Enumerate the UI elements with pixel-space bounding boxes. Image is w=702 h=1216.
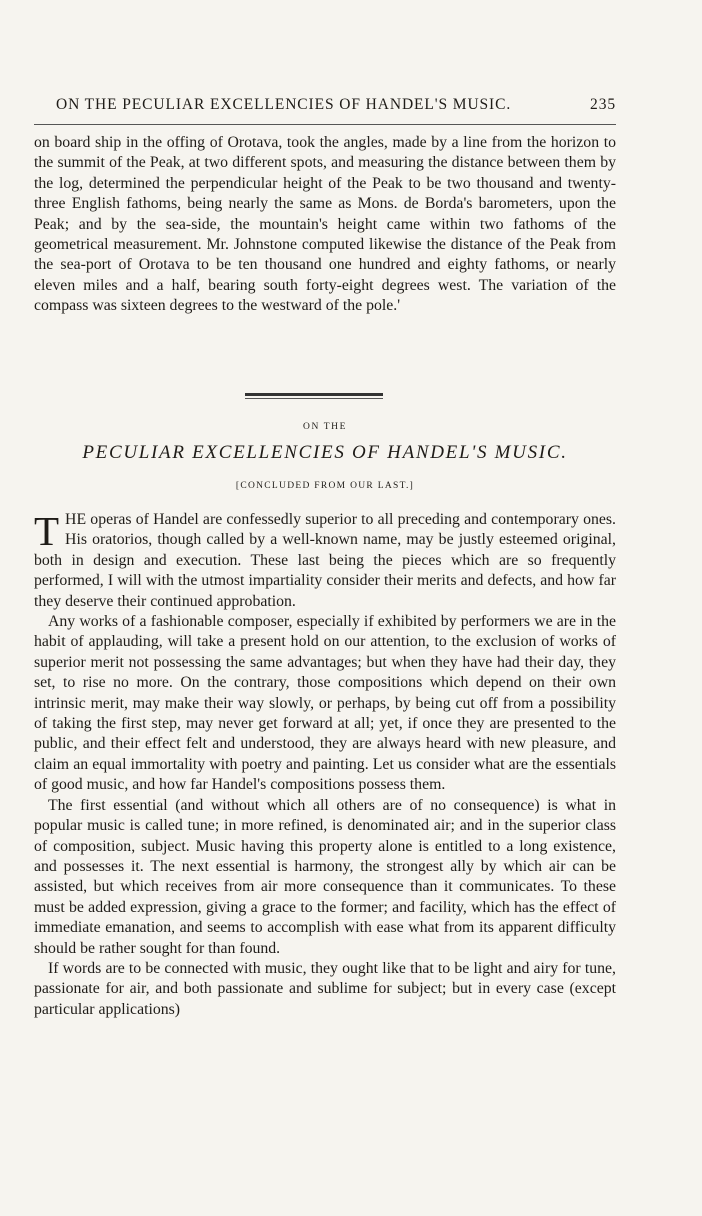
paragraph-text: HE operas of Handel are confessedly superior to all preceding and contemporary ones. His oratorios, though called by a well-known name, may be justly esteemed original, both in design and execution. These last being the pieces which are so frequently performed, I will with the utmost impartiality consider their merits and defects, and how far they deserve their continued approbation. bbox=[34, 511, 616, 610]
section-divider-thin bbox=[245, 398, 383, 399]
header-rule bbox=[34, 124, 616, 125]
article-note: [CONCLUDED FROM OUR LAST.] bbox=[235, 481, 415, 491]
article-body bbox=[34, 510, 616, 1020]
running-title: ON THE PECULIAR EXCELLENCIES OF HANDEL'S MUSIC. bbox=[56, 96, 512, 113]
body-paragraph: Any works of a fashionable composer, especially if exhibited by performers we are in the habit of applauding, will take a present hold on our attention, to the exclusion of works of superior merit not possessing the same advantages; but when they have had their day, they set, to rise no more. On the contrary, those compositions which depend on their own intrinsic merit, may make their way slowly, or perhaps, by being cut off from a possibility of taking the first step, may never get forward at all; yet, if once they are presented to the public, and their effect felt and understood, they are always heard with new pleasure, and claim an equal immortality with poetry and painting. Let us consider what are the essentials of good music, and how far Handel's compositions possess them. bbox=[34, 613, 616, 794]
continued-paragraph: on board ship in the offing of Orotava, took the angles, made by a line from the horizon to the summit of the Peak, at two different spots, and measuring the distance between them by the log, determined the perpendicular height of the Peak to be two thousand and twenty-three English fathoms, being nearly the same as Mons. de Borda's barometers, upon the Peak; and by the sea-side, the mountain's height came within two fathoms of the geometrical measurement. Mr. Johnstone computed likewise the distance of the Peak from the sea-port of Orotava to be ten thousand one hundred and eighty fathoms, or nearly eleven miles and a half, bearing south forty-eight degrees west. The variation of the compass was sixteen degrees to the westward of the pole.' bbox=[34, 134, 616, 315]
article-heading: PECULIAR EXCELLENCIES OF HANDEL'S MUSIC. bbox=[82, 442, 568, 463]
section-divider-thick bbox=[245, 393, 383, 396]
drop-cap: T bbox=[34, 508, 60, 554]
page-number: 235 bbox=[590, 96, 616, 113]
body-paragraph bbox=[34, 510, 616, 612]
body-paragraph: If words are to be connected with music, they ought like that to be light and airy for tune, passionate for air, and both passionate and sublime for subject; but in every case (except particular applications) bbox=[34, 959, 616, 1018]
article-kicker: ON THE bbox=[303, 422, 347, 432]
body-paragraph: The first essential (and without which all others are of no consequence) is what in popular music is called tune; in more refined, is denominated air; and in the superior class of composition, subject. Music having this property alone is entitled to a long existence, and possesses it. The next essential is harmony, the strongest ally by which air can be assisted, but which receives from air more consequence than it communicates. To these must be added expression, giving a grace to the former; and facility, which has the effect of immediate emanation, and seems to accomplish with ease what from its apparent difficulty should be rather sought for than found. bbox=[34, 796, 616, 957]
